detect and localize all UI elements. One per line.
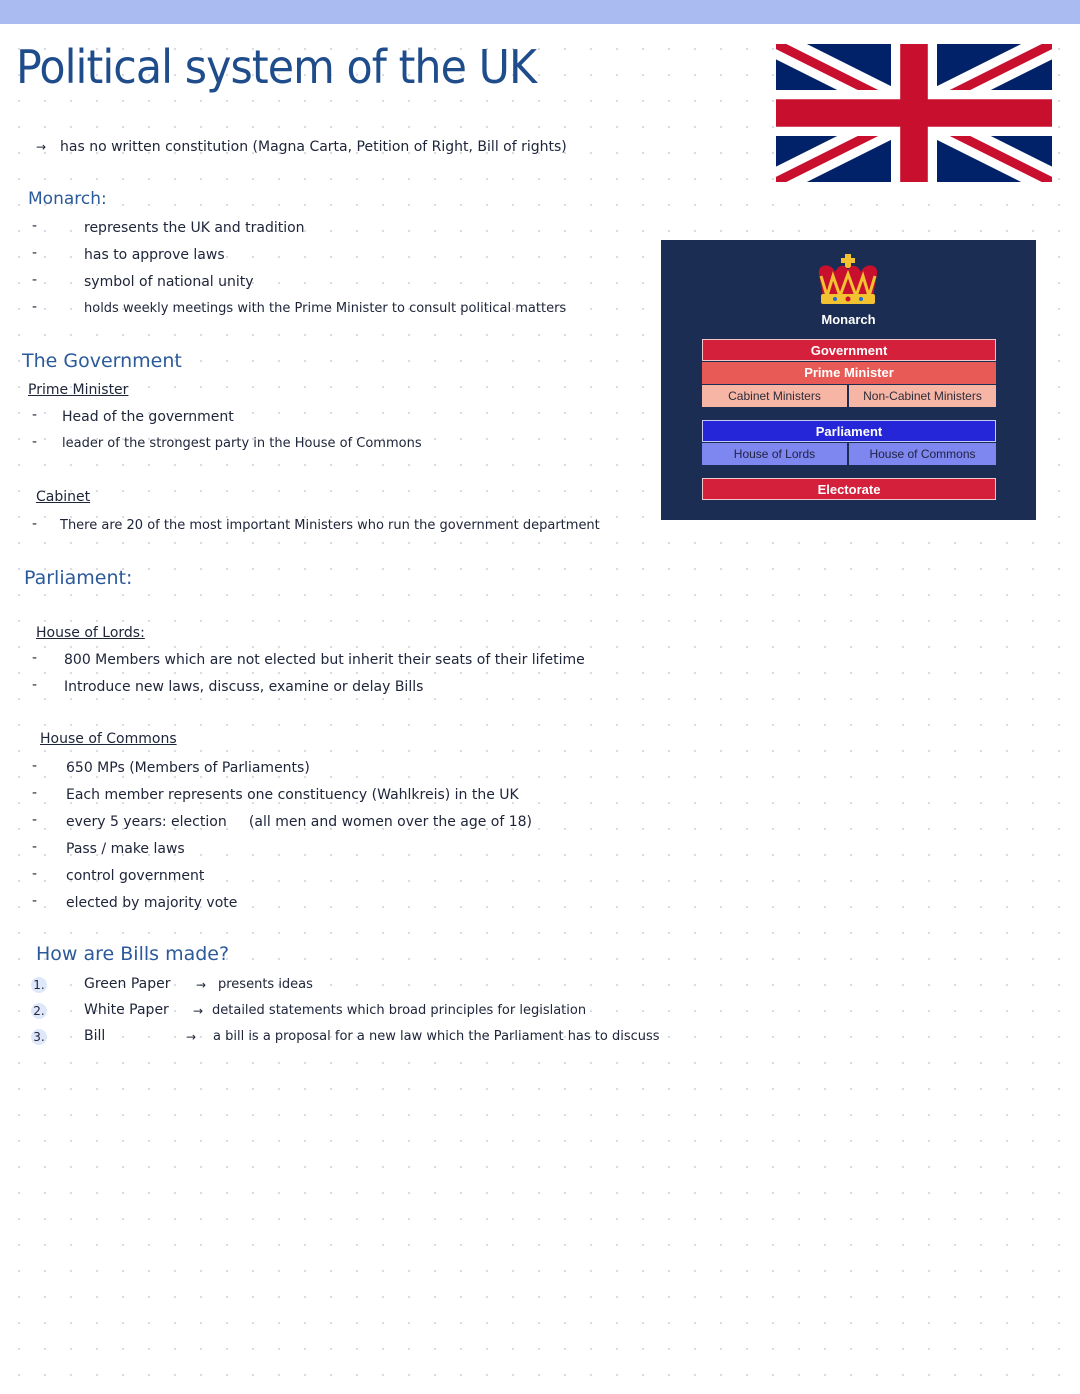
step-desc: detailed statements which broad principles for legislation bbox=[212, 1003, 587, 1018]
cabinet-point: There are 20 of the most important Ministers who run the government department bbox=[60, 518, 600, 533]
step-desc: a bill is a proposal for a new law which the Parliament has to discuss bbox=[213, 1029, 660, 1044]
page-title: Political system of the UK bbox=[16, 40, 537, 94]
lords-point: 800 Members which are not elected but inherit their seats of their lifetime bbox=[64, 652, 585, 668]
diagram-government: Government bbox=[702, 339, 996, 361]
intro-text: has no written constitution (Magna Carta, Petition of Right, Bill of rights) bbox=[60, 139, 567, 155]
prime-minister-heading: Prime Minister bbox=[28, 382, 129, 398]
crown-icon bbox=[813, 252, 883, 310]
house-of-lords-heading: House of Lords: bbox=[36, 625, 145, 641]
commons-point: every 5 years: election (all men and women over the age of 18) bbox=[66, 814, 533, 830]
right-arrow-icon: → bbox=[186, 1030, 197, 1044]
parliament-heading: Parliament: bbox=[24, 567, 133, 589]
step-number: 3. bbox=[31, 1029, 47, 1045]
commons-point: 650 MPs (Members of Parliaments) bbox=[66, 760, 310, 776]
monarch-heading: Monarch: bbox=[28, 189, 107, 209]
house-of-commons-heading: House of Commons bbox=[40, 731, 177, 747]
government-heading: The Government bbox=[22, 350, 182, 372]
monarch-point: represents the UK and tradition bbox=[84, 220, 305, 236]
political-system-diagram bbox=[661, 240, 1036, 520]
diagram-electorate: Electorate bbox=[702, 478, 996, 500]
step-number: 1. bbox=[31, 977, 47, 993]
monarch-point: symbol of national unity bbox=[84, 274, 254, 290]
right-arrow-icon: → bbox=[193, 1004, 204, 1018]
step-name: White Paper bbox=[84, 1002, 169, 1018]
step-desc: presents ideas bbox=[218, 977, 313, 992]
commons-point: elected by majority vote bbox=[66, 895, 238, 911]
commons-point: Each member represents one constituency (Wahlkreis) in the UK bbox=[66, 787, 519, 803]
step-name: Green Paper bbox=[84, 976, 171, 992]
diagram-monarch: Monarch bbox=[821, 312, 876, 327]
bills-heading: How are Bills made? bbox=[36, 943, 230, 965]
pm-point: leader of the strongest party in the House of Commons bbox=[62, 436, 422, 451]
commons-point: Pass / make laws bbox=[66, 841, 185, 857]
cabinet-heading: Cabinet bbox=[36, 489, 91, 505]
pm-point: Head of the government bbox=[62, 409, 234, 425]
lords-point: Introduce new laws, discuss, examine or delay Bills bbox=[64, 679, 424, 695]
commons-point: control government bbox=[66, 868, 205, 884]
top-bar bbox=[0, 0, 1080, 24]
monarch-point: holds weekly meetings with the Prime Minister to consult political matters bbox=[84, 301, 567, 316]
right-arrow-icon: → bbox=[196, 978, 207, 992]
diagram-house-of-lords: House of Lords bbox=[702, 443, 847, 465]
diagram-prime-minister: Prime Minister bbox=[702, 362, 996, 384]
diagram-house-of-commons: House of Commons bbox=[849, 443, 996, 465]
diagram-parliament: Parliament bbox=[702, 420, 996, 442]
right-arrow-icon: → bbox=[36, 140, 47, 154]
monarch-point: has to approve laws bbox=[84, 247, 225, 263]
step-number: 2. bbox=[31, 1003, 47, 1019]
union-jack-flag bbox=[776, 44, 1052, 182]
diagram-non-cabinet-ministers: Non-Cabinet Ministers bbox=[849, 385, 996, 407]
diagram-cabinet-ministers: Cabinet Ministers bbox=[702, 385, 847, 407]
step-name: Bill bbox=[84, 1028, 106, 1044]
